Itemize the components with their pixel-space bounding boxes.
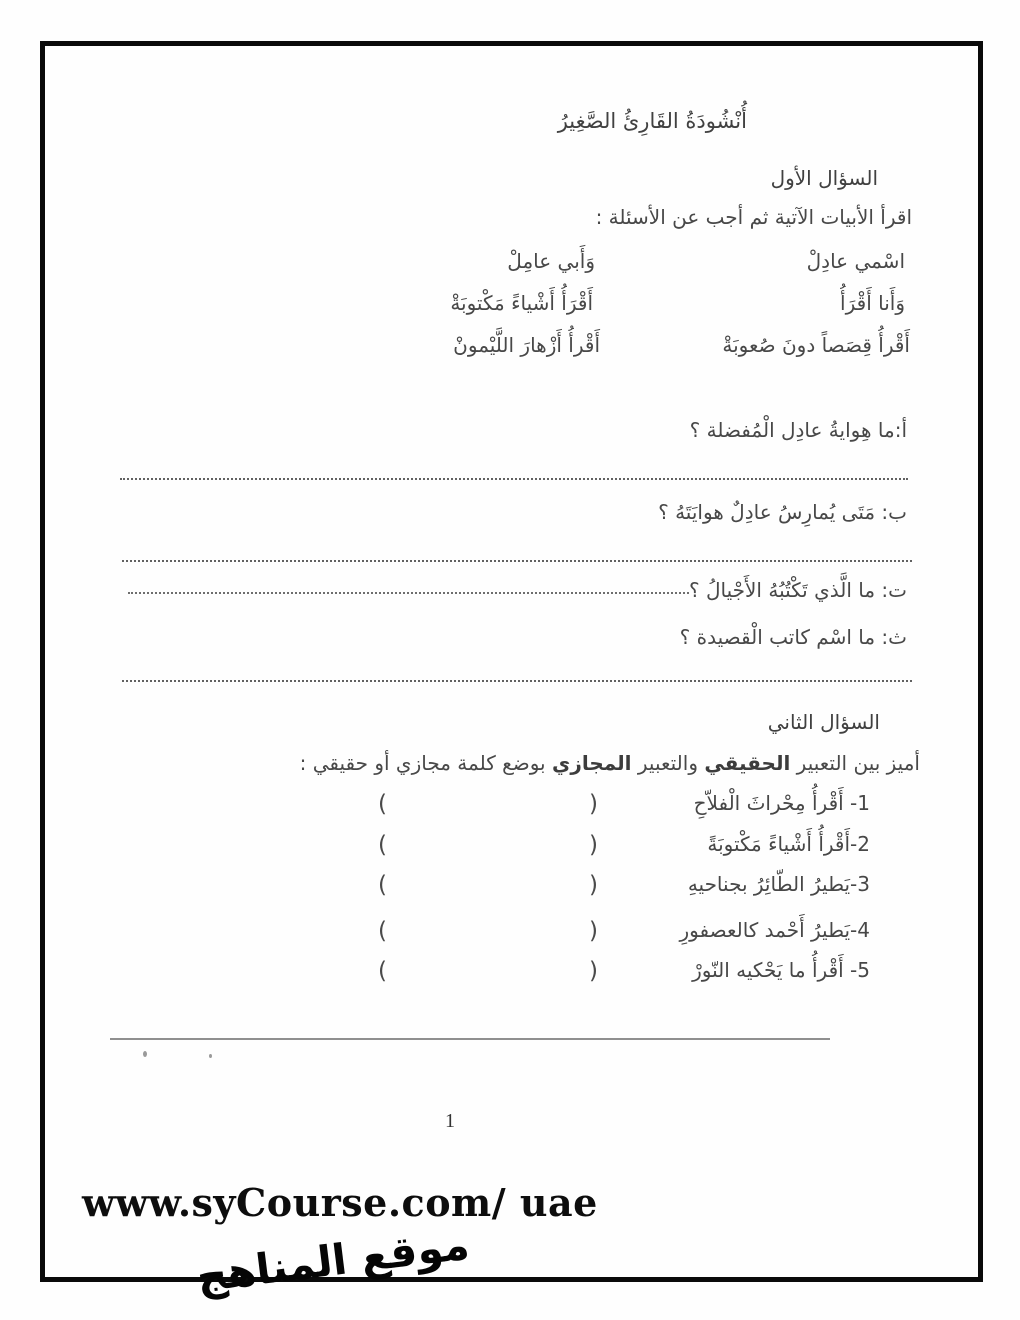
answer-parentheses bbox=[378, 872, 598, 898]
open-paren: ( bbox=[378, 791, 387, 817]
question-t-row bbox=[122, 578, 907, 602]
dotted-answer-line bbox=[128, 592, 689, 594]
verse-2-first: وَأَنا أَقْرَأُ bbox=[840, 291, 905, 315]
exercise-item-4 bbox=[378, 918, 870, 954]
scan-speck bbox=[209, 1054, 212, 1058]
verse-1-second: وَأَبي عامِلْ bbox=[507, 249, 595, 273]
close-paren: ) bbox=[589, 958, 598, 984]
watermark-url: www.syCourse.com/ uae bbox=[82, 1180, 598, 1225]
open-paren: ( bbox=[378, 872, 387, 898]
exercise-item-2 bbox=[378, 832, 870, 868]
item-text: 5- أَقْرأُ ما يَحْكيه النّورْ bbox=[692, 958, 870, 982]
verse-1-first: اسْمي عادِلْ bbox=[806, 249, 905, 273]
item-text: 1- أَقْرأُ مِحْراثَ الْفلاّحِ bbox=[693, 791, 870, 815]
instruction-part: بوضع كلمة مجازي أو حقيقي : bbox=[299, 751, 552, 775]
section-two-heading: السؤال الثاني bbox=[767, 710, 880, 734]
open-paren: ( bbox=[378, 832, 387, 858]
item-text: 4-يَطيرُ أَحْمد كالعصفورِ bbox=[679, 918, 870, 942]
close-paren: ) bbox=[589, 918, 598, 944]
section-two-instruction bbox=[300, 749, 920, 777]
instruction-part: أميز بين التعبير bbox=[790, 751, 920, 775]
answer-parentheses bbox=[378, 958, 598, 984]
answer-parentheses bbox=[378, 918, 598, 944]
close-paren: ) bbox=[589, 791, 598, 817]
question-a: أ:ما هِوايةُ عادِل الْمُفضلة ؟ bbox=[689, 418, 907, 442]
open-paren: ( bbox=[378, 958, 387, 984]
close-paren: ) bbox=[589, 832, 598, 858]
item-text: 3-يَطيرُ الطّائِرُ بجناحيهِ bbox=[687, 872, 870, 896]
verse-3-second: أَقْرأُ أَزْهارَ اللَّيْمونْ bbox=[453, 333, 600, 357]
answer-parentheses bbox=[378, 791, 598, 817]
page-title: أُنْشُودَةُ القَارِئُ الصَّغِيرُ bbox=[557, 109, 747, 133]
scan-speck bbox=[143, 1051, 147, 1057]
dotted-answer-line bbox=[122, 550, 912, 562]
answer-parentheses bbox=[378, 832, 598, 858]
page-number: 1 bbox=[445, 1110, 455, 1132]
exercise-item-5 bbox=[378, 958, 870, 994]
section-one-instruction: اقرأ الأبيات الآتية ثم أجب عن الأسئلة : bbox=[595, 205, 912, 229]
instruction-keyword-literal: الحقيقي bbox=[704, 751, 791, 775]
watermark-site-name: موقع المناهج bbox=[194, 1219, 472, 1302]
item-text: 2-أَقْرأُ أَشْياءً مَكْتوبَةً bbox=[707, 832, 870, 856]
instruction-keyword-figurative: المجازي bbox=[551, 751, 632, 775]
section-one-heading: السؤال الأول bbox=[770, 166, 878, 190]
verse-2-second: أَقْرَأُ أَشْياءً مَكْتوبَةْ bbox=[450, 291, 593, 315]
divider-line bbox=[110, 1038, 830, 1040]
instruction-part: والتعبير bbox=[631, 751, 705, 775]
question-b: ب: مَتَى يُمارِسُ عادِلٌ هوايَتَهُ ؟ bbox=[658, 500, 907, 524]
open-paren: ( bbox=[378, 918, 387, 944]
question-t: ت: ما الَّذي تَكْتُبُهُ الأَجْيالُ ؟ bbox=[689, 578, 907, 602]
dotted-answer-line bbox=[122, 670, 912, 682]
exercise-item-3 bbox=[378, 872, 870, 908]
dotted-answer-line bbox=[120, 468, 908, 480]
question-th: ث: ما اسْم كاتب الْقصيدة ؟ bbox=[679, 625, 907, 649]
close-paren: ) bbox=[589, 872, 598, 898]
exercise-item-1 bbox=[378, 791, 870, 827]
verse-3-first: أَقْرأُ قِصَصاً دونَ صُعوبَةْ bbox=[722, 333, 910, 357]
